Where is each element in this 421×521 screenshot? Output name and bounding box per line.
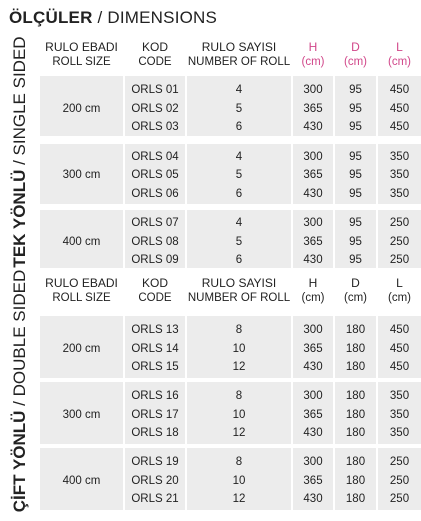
- height-cell: 300: [303, 324, 323, 336]
- header-label: H: [308, 276, 318, 290]
- length-cell: 450: [389, 84, 410, 96]
- column-header: [335, 272, 376, 309]
- header-label: D: [351, 276, 360, 290]
- number-of-roll-cell: 8: [235, 390, 243, 402]
- number-of-roll-cell: 4: [235, 150, 243, 163]
- length-cell: 450: [389, 102, 410, 115]
- length-column: [378, 272, 421, 510]
- number-of-roll-cell: 10: [232, 342, 246, 355]
- column-header: [335, 36, 376, 73]
- code-cell: ORLS 08: [131, 235, 179, 248]
- header-sublabel: NUMBER OF ROLL: [187, 56, 291, 68]
- single-sided-section: [0, 36, 421, 268]
- height-column: [293, 36, 333, 268]
- length-cell: 250: [389, 235, 410, 248]
- depth-cell: 180: [345, 408, 366, 421]
- height-cell: 365: [303, 169, 323, 181]
- number-of-roll-cell: 6: [235, 121, 243, 133]
- depth-column: [335, 272, 376, 510]
- height-cell: 300: [303, 217, 323, 229]
- length-cell: 350: [389, 187, 410, 200]
- height-cell: 300: [303, 84, 323, 96]
- header-sublabel: (cm): [301, 56, 325, 68]
- length-cell: 250: [389, 254, 410, 266]
- length-cell: 450: [389, 361, 410, 373]
- code-cell: ORLS 19: [131, 456, 179, 468]
- depth-cell: 95: [349, 169, 362, 181]
- code-column: [125, 272, 185, 510]
- header-label: KOD: [141, 40, 168, 54]
- roll-size-cell: 200 cm: [62, 342, 101, 355]
- height-cell: 365: [303, 102, 323, 115]
- column-header: [378, 36, 421, 73]
- header-label: L: [396, 40, 403, 54]
- length-column: [378, 36, 421, 268]
- length-cell: 250: [389, 474, 410, 487]
- code-cell: ORLS 02: [131, 102, 179, 115]
- column-header: [187, 272, 291, 309]
- roll-size-cell: 200 cm: [62, 102, 101, 115]
- height-cell: 430: [303, 493, 323, 505]
- depth-cell: 95: [349, 102, 362, 115]
- roll-size-cell: 300 cm: [62, 169, 101, 181]
- header-label: RULO EBADI: [45, 276, 118, 290]
- page-title: [9, 8, 217, 28]
- single-sided-label: TEK YÖNLÜ / SINGLE SIDED: [10, 36, 29, 268]
- number-of-roll-cell: 5: [235, 169, 243, 181]
- column-header: [187, 36, 291, 73]
- length-cell: 450: [389, 121, 410, 133]
- code-cell: ORLS 17: [131, 408, 179, 421]
- number-of-roll-cell: 5: [235, 102, 243, 115]
- roll-size-cell: 300 cm: [62, 408, 101, 421]
- code-cell: ORLS 13: [131, 324, 179, 336]
- title-tr: ÖLÇÜLER: [9, 8, 93, 27]
- depth-cell: 180: [345, 456, 366, 468]
- length-cell: 350: [389, 390, 410, 402]
- depth-column: [335, 36, 376, 268]
- roll-size-column: [40, 36, 123, 268]
- roll-size-cell: 400 cm: [62, 474, 101, 487]
- depth-cell: 95: [349, 217, 362, 229]
- side-label-container: [0, 36, 40, 268]
- column-header: [125, 272, 185, 309]
- height-cell: 300: [303, 456, 323, 468]
- code-cell: ORLS 07: [131, 217, 179, 229]
- header-label: D: [351, 40, 360, 54]
- code-cell: ORLS 20: [131, 474, 179, 487]
- header-sublabel: ROLL SIZE: [52, 56, 111, 68]
- depth-cell: 95: [349, 84, 362, 96]
- number-of-roll-cell: 12: [232, 361, 246, 373]
- length-cell: 250: [389, 217, 410, 229]
- dimensions-table: [40, 36, 421, 268]
- height-column: [293, 272, 333, 510]
- header-label: RULO SAYISI: [201, 40, 277, 54]
- column-header: [125, 36, 185, 73]
- header-sublabel: (cm): [344, 56, 367, 68]
- depth-cell: 95: [349, 150, 362, 163]
- column-header: [378, 272, 421, 309]
- depth-cell: 95: [349, 254, 362, 266]
- height-cell: 430: [303, 121, 323, 133]
- header-label: L: [396, 276, 403, 290]
- depth-cell: 95: [349, 121, 362, 133]
- height-cell: 300: [303, 150, 323, 163]
- length-cell: 350: [389, 150, 410, 163]
- height-cell: 430: [303, 187, 323, 200]
- header-label: RULO SAYISI: [201, 276, 277, 290]
- height-cell: 300: [303, 390, 323, 402]
- height-cell: 430: [303, 361, 323, 373]
- height-cell: 430: [303, 427, 323, 439]
- number-of-roll-cell: 10: [232, 408, 246, 421]
- header-label: H: [308, 40, 318, 54]
- dimensions-table: [40, 272, 421, 510]
- double-sided-section: [0, 269, 421, 513]
- depth-cell: 180: [345, 342, 366, 355]
- code-cell: ORLS 01: [131, 84, 179, 96]
- header-sublabel: (cm): [344, 292, 367, 304]
- double-sided-label: ÇİFT YÖNLÜ / DOUBLE SIDED: [10, 269, 29, 513]
- header-sublabel: CODE: [138, 56, 172, 68]
- number-of-roll-cell: 12: [232, 493, 246, 505]
- depth-cell: 180: [345, 324, 366, 336]
- code-cell: ORLS 09: [131, 254, 179, 266]
- number-of-roll-cell: 8: [235, 456, 243, 468]
- number-of-roll-cell: 12: [232, 427, 246, 439]
- code-cell: ORLS 04: [131, 150, 179, 163]
- header-sublabel: NUMBER OF ROLL: [187, 292, 291, 304]
- code-cell: ORLS 05: [131, 169, 179, 181]
- header-sublabel: (cm): [388, 292, 411, 304]
- title-separator: /: [97, 8, 103, 27]
- code-cell: ORLS 18: [131, 427, 179, 439]
- code-cell: ORLS 15: [131, 361, 179, 373]
- number-of-roll-cell: 8: [235, 324, 243, 336]
- length-cell: 250: [389, 493, 410, 505]
- column-header: [40, 272, 123, 309]
- title-en: DIMENSIONS: [107, 8, 218, 27]
- height-cell: 365: [303, 342, 323, 355]
- depth-cell: 180: [345, 361, 366, 373]
- code-cell: ORLS 14: [131, 342, 179, 355]
- header-sublabel: ROLL SIZE: [52, 292, 111, 304]
- depth-cell: 95: [349, 187, 362, 200]
- number-of-roll-cell: 6: [235, 254, 243, 266]
- depth-cell: 180: [345, 474, 366, 487]
- number-of-roll-cell: 10: [232, 474, 246, 487]
- height-cell: 365: [303, 474, 323, 487]
- roll-size-cell: 400 cm: [62, 235, 101, 248]
- header-sublabel: CODE: [138, 292, 172, 304]
- length-cell: 250: [389, 456, 410, 468]
- code-cell: ORLS 16: [131, 390, 179, 402]
- depth-cell: 180: [345, 390, 366, 402]
- column-header: [293, 272, 333, 309]
- roll-size-column: [40, 272, 123, 510]
- depth-cell: 95: [349, 235, 362, 248]
- header-sublabel: (cm): [301, 292, 325, 304]
- number-of-roll-column: [187, 272, 291, 510]
- depth-cell: 180: [345, 493, 366, 505]
- height-cell: 365: [303, 408, 323, 421]
- code-cell: ORLS 03: [131, 121, 179, 133]
- height-cell: 430: [303, 254, 323, 266]
- side-label-container: [0, 269, 40, 513]
- number-of-roll-column: [187, 36, 291, 268]
- depth-cell: 180: [345, 427, 366, 439]
- length-cell: 450: [389, 324, 410, 336]
- number-of-roll-cell: 4: [235, 84, 243, 96]
- header-label: KOD: [141, 276, 168, 290]
- code-column: [125, 36, 185, 268]
- number-of-roll-cell: 5: [235, 235, 243, 248]
- header-label: RULO EBADI: [45, 40, 118, 54]
- length-cell: 450: [389, 342, 410, 355]
- header-sublabel: (cm): [388, 56, 411, 68]
- length-cell: 350: [389, 427, 410, 439]
- length-cell: 350: [389, 408, 410, 421]
- column-header: [293, 36, 333, 73]
- number-of-roll-cell: 4: [235, 217, 243, 229]
- column-header: [40, 36, 123, 73]
- height-cell: 365: [303, 235, 323, 248]
- number-of-roll-cell: 6: [235, 187, 243, 200]
- length-cell: 350: [389, 169, 410, 181]
- code-cell: ORLS 06: [131, 187, 179, 200]
- code-cell: ORLS 21: [131, 493, 179, 505]
